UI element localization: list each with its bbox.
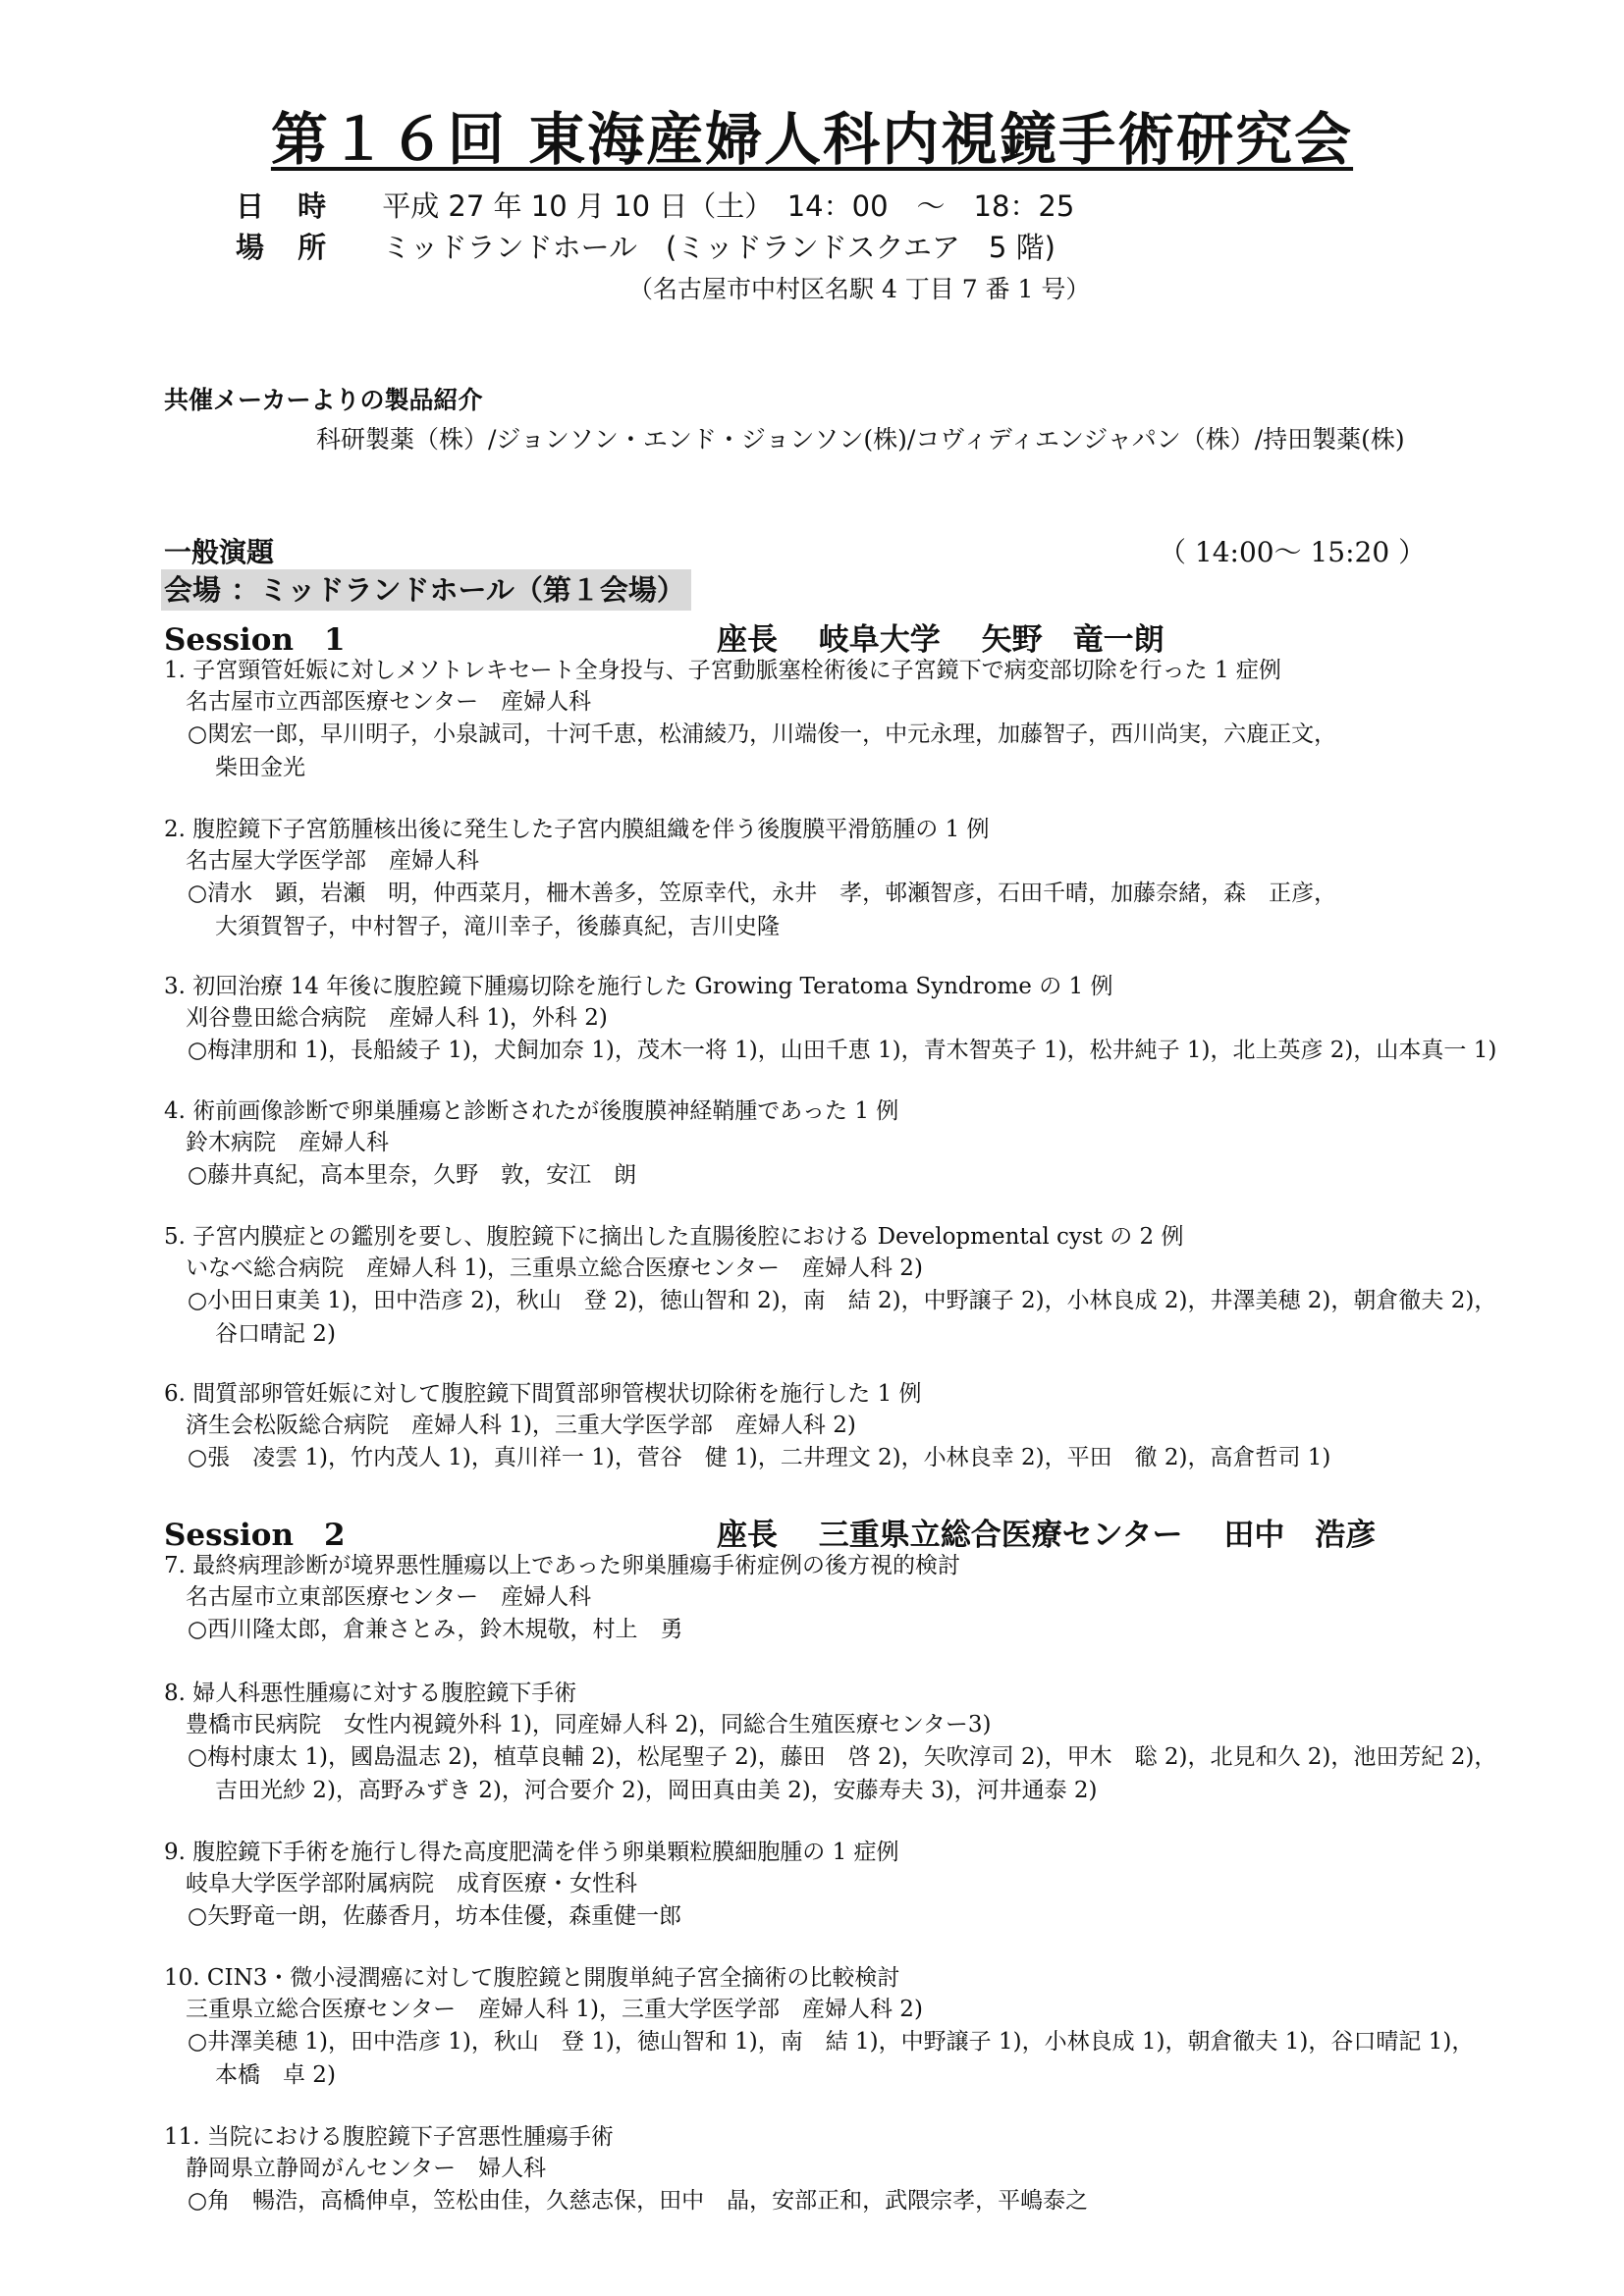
entry-title: 2. 腹腔鏡下子宮筋腫核出後に発生した子宮内膜組織を伴う後腹膜平滑筋腫の 1 例 xyxy=(164,817,990,842)
entry-institution: 豊橋市民病院 女性内視鏡外科 1)，同産婦人科 2)，同総合生殖医療センター3) xyxy=(186,1712,992,1737)
entry-9 xyxy=(164,1838,1539,1933)
entry-authors: ○張 凌雲 1)，竹内茂人 1)，真川祥一 1)，菅谷 健 1)，二井理文 2)，小林良幸 2)，平田 徹 2)，高倉哲司 1) xyxy=(188,1445,1331,1470)
entry-authors: ○藤井真紀，高本里奈，久野 敦，安江 朗 xyxy=(188,1162,637,1188)
entry-title: 5. 子宮内膜症との鑑別を要し、腹腔鏡下に摘出した直腸後腔における Developmental cyst の 2 例 xyxy=(164,1224,1184,1250)
entry-authors: ○梅村康太 1)，國島温志 2)，植草良輔 2)，松尾聖子 2)，藤田 啓 2)，矢吹淳司 2)，甲木 聡 2)，北見和久 2)，池田芳紀 2)， xyxy=(188,1744,1497,1770)
place-line xyxy=(236,226,1056,266)
entry-1 xyxy=(164,656,1539,784)
entry-title: 7. 最終病理診断が境界悪性腫瘍以上であった卵巣腫瘍手術症例の後方視的検討 xyxy=(164,1553,961,1578)
entry-institution: いなべ総合病院 産婦人科 1)，三重県立総合医療センター 産婦人科 2) xyxy=(186,1255,923,1281)
place-label: 場 所 xyxy=(236,231,339,264)
entry-3 xyxy=(164,972,1539,1067)
entry-authors-cont: 谷口晴記 2) xyxy=(215,1321,336,1347)
address: （名古屋市中村区名駅 4 丁目 7 番 1 号） xyxy=(628,275,1091,303)
entry-institution: 静岡県立静岡がんセンター 婦人科 xyxy=(186,2156,547,2181)
entry-institution: 鈴木病院 産婦人科 xyxy=(186,1130,389,1155)
entry-title: 3. 初回治療 14 年後に腹腔鏡下腫瘍切除を施行した Growing Teratoma Syndrome の 1 例 xyxy=(164,974,1113,999)
entry-title: 8. 婦人科悪性腫瘍に対する腹腔鏡下手術 xyxy=(164,1681,577,1706)
venue-label: 会場 ：ミッドランドホール（第１会場） xyxy=(161,569,691,611)
entry-institution: 刈谷豊田総合病院 産婦人科 1)，外科 2) xyxy=(186,1005,608,1031)
page-title: 第１６回 東海産婦人科内視鏡手術研究会 xyxy=(270,106,1354,173)
entry-authors: ○梅津朋和 1)，長船綾子 1)，犬飼加奈 1)，茂木一将 1)，山田千恵 1)，青木智英子 1)，松井純子 1)，北上英彦 2)，山本真一 1) xyxy=(188,1038,1497,1063)
general-time: （ 14:00～ 15:20 ） xyxy=(1159,536,1427,568)
entry-institution: 名古屋市立東部医療センター 産婦人科 xyxy=(186,1584,592,1610)
entry-authors-cont: 本橋 卓 2) xyxy=(215,2062,336,2088)
entry-7 xyxy=(164,1551,1539,1646)
entry-11 xyxy=(164,2122,1539,2217)
entry-title: 9. 腹腔鏡下手術を施行し得た高度肥満を伴う卵巣顆粒膜細胞腫の 1 症例 xyxy=(164,1840,899,1865)
entry-title: 10. CIN3・微小浸潤癌に対して腹腔鏡と開腹単純子宮全摘術の比較検討 xyxy=(164,1965,900,1991)
general-heading: 一般演題 xyxy=(164,536,275,568)
entry-authors: ○小田日東美 1)，田中浩彦 2)，秋山 登 2)，徳山智和 2)，南 結 2)，中野譲子 2)，小林良成 2)，井澤美穂 2)，朝倉徹夫 2)， xyxy=(188,1288,1497,1313)
entry-institution: 名古屋市立西部医療センター 産婦人科 xyxy=(186,689,592,715)
entry-authors: ○清水 顕，岩瀬 明，仲西菜月，柵木善多，笠原幸代，永井 孝，邨瀬智彦，石田千晴，加藤奈緒，森 正彦， xyxy=(188,881,1337,906)
entry-institution: 三重県立総合医療センター 産婦人科 1)，三重大学医学部 産婦人科 2) xyxy=(186,1997,923,2022)
entry-6 xyxy=(164,1379,1539,1474)
entry-10 xyxy=(164,1963,1539,2092)
entry-4 xyxy=(164,1096,1539,1192)
entry-authors: ○西川隆太郎，倉兼さとみ，鈴木規敬，村上 勇 xyxy=(188,1617,683,1642)
entry-5 xyxy=(164,1222,1539,1351)
entry-institution: 名古屋大学医学部 産婦人科 xyxy=(186,848,479,874)
entry-2 xyxy=(164,815,1539,943)
entry-title: 1. 子宮頸管妊娠に対しメソトレキセート全身投与、子宮動脈塞栓術後に子宮鏡下で病変部切除を行った 1 症例 xyxy=(164,658,1281,683)
entry-8 xyxy=(164,1679,1539,1807)
session-2-chair: 座長 三重県立総合医療センター 田中 浩彦 xyxy=(717,1518,1377,1553)
session-2-label: Session 2 xyxy=(164,1518,346,1553)
session-1-label: Session 1 xyxy=(164,622,346,658)
session-1-chair: 座長 岐阜大学 矢野 竜一朗 xyxy=(717,622,1164,658)
entry-title: 11. 当院における腹腔鏡下子宮悪性腫瘍手術 xyxy=(164,2124,614,2150)
entry-title: 4. 術前画像診断で卵巣腫瘍と診断されたが後腹膜神経鞘腫であった 1 例 xyxy=(164,1098,899,1124)
entry-authors: ○関宏一郎，早川明子，小泉誠司，十河千恵，松浦綾乃，川端俊一，中元永理，加藤智子，西川尚実，六鹿正文， xyxy=(188,721,1337,747)
place-value: ミッドランドホール (ミッドランドスクエア 5 階) xyxy=(382,231,1056,264)
entry-authors-cont: 吉田光紗 2)，高野みずき 2)，河合要介 2)，岡田真由美 2)，安藤寿夫 3)，河井通泰 2) xyxy=(215,1778,1098,1803)
date-value: 平成 27 年 10 月 10 日（土） 14：00 ～ 18：25 xyxy=(382,189,1075,223)
date-label: 日 時 xyxy=(236,189,339,223)
date-line xyxy=(236,185,1074,225)
entry-authors-cont: 柴田金光 xyxy=(215,755,305,780)
entry-title: 6. 間質部卵管妊娠に対して腹腔鏡下間質部卵管楔状切除術を施行した 1 例 xyxy=(164,1381,922,1407)
entry-institution: 岐阜大学医学部附属病院 成育医療・女性科 xyxy=(186,1871,637,1896)
entry-authors-cont: 大須賀智子，中村智子，滝川幸子，後藤真紀，吉川史隆 xyxy=(215,914,780,939)
entry-authors: ○井澤美穂 1)，田中浩彦 1)，秋山 登 1)，徳山智和 1)，南 結 1)，中野譲子 1)，小林良成 1)，朝倉徹夫 1)，谷口晴記 1)， xyxy=(188,2029,1475,2055)
entry-authors: ○矢野竜一朗，佐藤香月，坊本佳優，森重健一郎 xyxy=(188,1903,682,1929)
sponsor-list: 科研製薬（株）/ジョンソン・エンド・ジョンソン(株)/コヴィディエンジャパン（株）/持田製薬(株) xyxy=(316,425,1405,454)
entry-institution: 済生会松阪総合病院 産婦人科 1)，三重大学医学部 産婦人科 2) xyxy=(186,1413,856,1438)
entry-authors: ○角 暢浩，高橋伸卓，笠松由佳，久慈志保，田中 晶，安部正和，武隈宗孝，平嶋泰之 xyxy=(188,2188,1089,2214)
sponsor-heading: 共催メーカーよりの製品紹介 xyxy=(164,386,483,414)
